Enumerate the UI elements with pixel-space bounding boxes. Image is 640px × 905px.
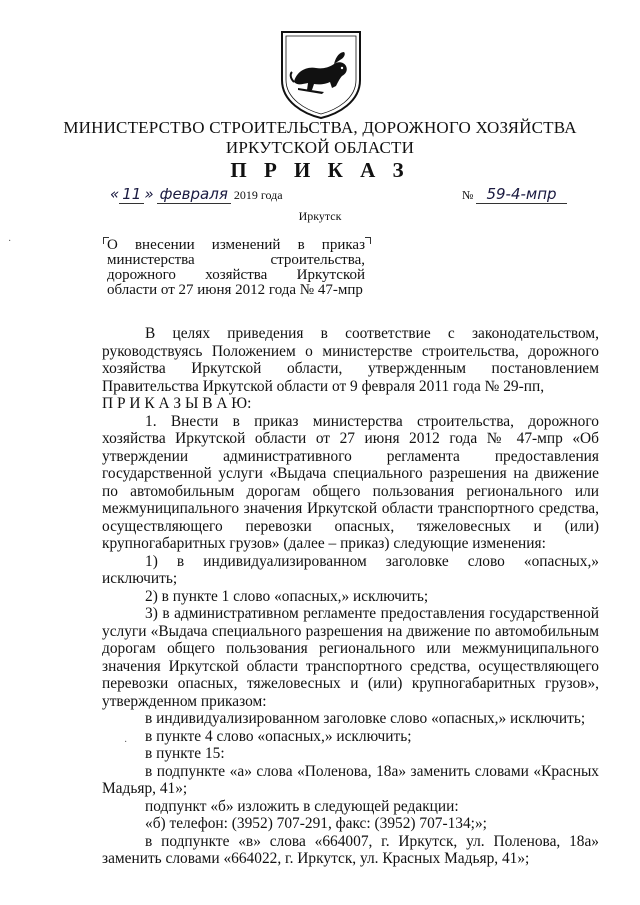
subitem-1: 1) в индивидуализированном заголовке слово «опасных,» исключить; (102, 552, 599, 587)
amendment-line-point15: в пункте 15: (145, 745, 225, 762)
ministry-name-line1: МИНИСТЕРСТВО СТРОИТЕЛЬСТВА, ДОРОЖНОГО ХОЗЯЙСТВА (63, 118, 577, 137)
amendment-line-subpoint-a: в подпункте «а» слова «Поленова, 18а» заменить словами «Красных Мадьяр, 41»; (102, 762, 599, 797)
date-open-quote: « (110, 185, 120, 203)
date-day: 11 (119, 185, 144, 204)
order-word: П Р И К А З Ы В А Ю: (102, 395, 252, 412)
preamble-paragraph: В целях приведения в соответствие с законодательством, руководствуясь Положением о министерстве строительства, дорожного хозяйства Иркутской области, утвержденным постановлением Правительства Иркутской области от 9 февраля 2011 года № 29-пп, (102, 325, 599, 395)
bracket-left-mark (103, 237, 109, 244)
coat-of-arms-emblem (276, 28, 366, 120)
amendment-line-point4: в пункте 4 слово «опасных,» исключить; (145, 727, 412, 745)
margin-dot-mark: · (8, 236, 12, 247)
order-number (462, 185, 567, 203)
subitem-2: 2) в пункте 1 слово «опасных,» исключить; (145, 587, 429, 605)
subject-text: О внесении изменений в приказ министерства строительства, дорожного хозяйства Иркутской области от 27 июня 2012 года № 47-мпр (107, 237, 365, 298)
document-type-title: П Р И К А З (230, 158, 410, 182)
date-year: 2019 года (233, 188, 283, 202)
subject-block (107, 238, 365, 298)
city-name: Иркутск (298, 209, 342, 223)
margin-dot-mark: · (124, 737, 128, 748)
date-month: февраля (157, 185, 231, 204)
item-1-paragraph: 1. Внести в приказ министерства строительства, дорожного хозяйства Иркутской области от 27 июня 2012 года № 47-мпр «Об утверждении административного регламента предоставления государственной услуги «Выдача специального разрешения на движение по автомобильным дорогам общего пользования регионального или межмуниципального значения Иркутской области транспортного средства, осуществляющего перевозки опасных, тяжеловесных и (или) крупногабаритных грузов» (далее – приказ) следующие изменения: (102, 412, 599, 552)
number-value: 59-4-мпр (476, 185, 566, 204)
amendment-line-subpoint-v: в подпункте «в» слова «664007, г. Иркутск, ул. Поленова, 18а» заменить словами «664022, г. Иркутск, ул. Красных Мадьяр, 41»; (102, 832, 599, 867)
amendment-line-subpoint-b: подпункт «б» изложить в следующей редакции: (145, 797, 459, 815)
amendment-line-title: в индивидуализированном заголовке слово «опасных,» исключить; (145, 710, 586, 727)
subitem-3: 3) в административном регламенте предоставления государственной услуги «Выдача специального разрешения на движение по автомобильным дорогам общего пользования регионального или межмуниципального значения Иркутской области транспортного средства, осуществляющего перевозки опасных, тяжеловесных и (или) крупногабаритных грузов», утвержденном приказом: (102, 605, 599, 710)
order-date (110, 185, 283, 203)
date-close-quote: » (144, 185, 154, 203)
bracket-right-mark (365, 237, 371, 244)
ministry-name-line2: ИРКУТСКОЙ ОБЛАСТИ (225, 138, 415, 157)
amendment-line-phone: «б) телефон: (3952) 707-291, факс: (3952) 707-134;»; (145, 815, 487, 832)
document-body (102, 325, 599, 868)
number-sign: № (462, 188, 474, 202)
